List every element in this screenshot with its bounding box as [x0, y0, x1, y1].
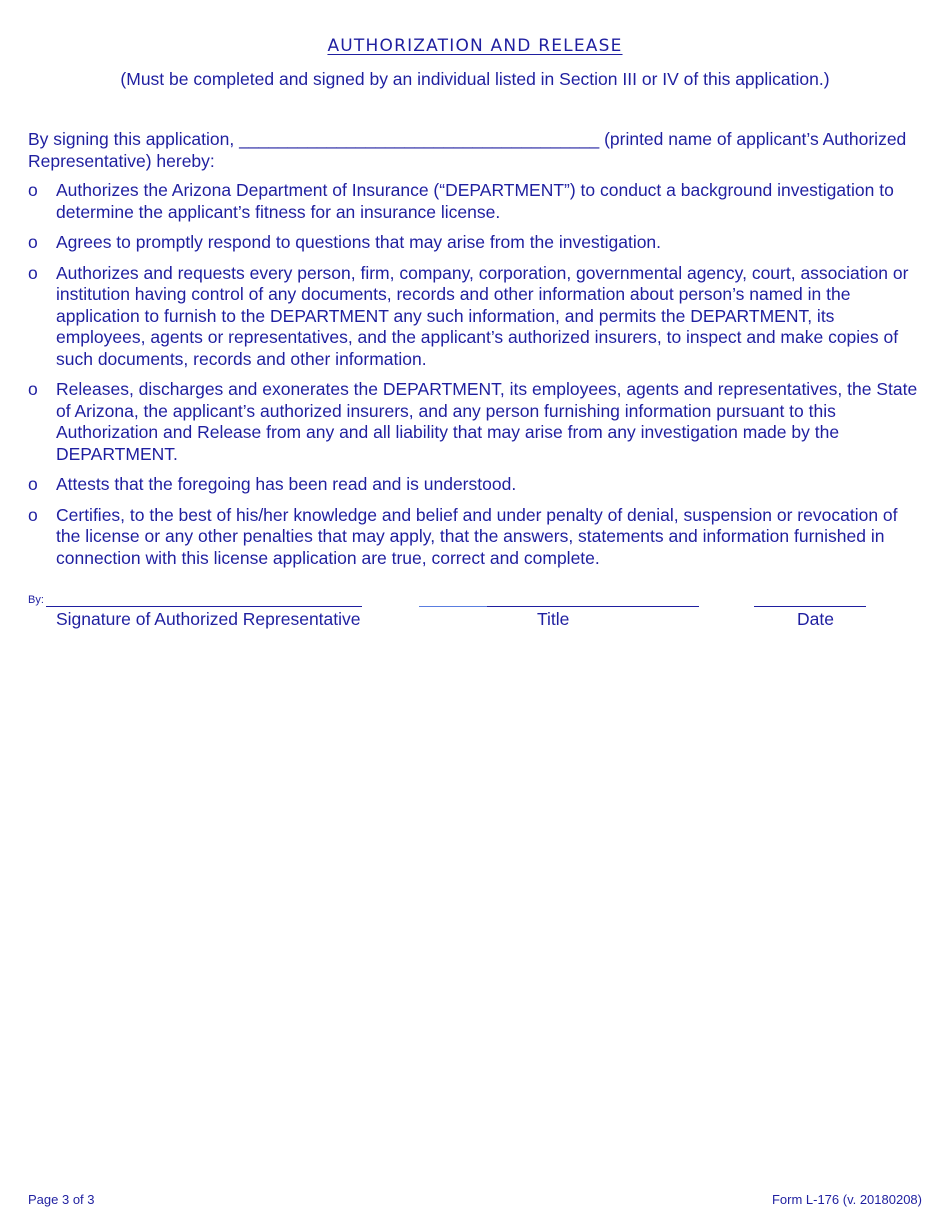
list-item-text: Agrees to promptly respond to questions that may arise from the investigation.: [56, 232, 662, 252]
title-line[interactable]: [487, 606, 699, 607]
authorization-list: [28, 180, 923, 578]
page-subtitle: (Must be completed and signed by an individual listed in Section III or IV of this application.): [120, 69, 830, 89]
list-item: [28, 232, 923, 254]
title-line-accent: [419, 606, 487, 607]
bullet-marker: o: [28, 504, 38, 525]
bullet-marker: o: [28, 262, 38, 283]
list-item: [28, 505, 923, 570]
bullet-marker: o: [28, 180, 38, 200]
signature-block: [28, 592, 923, 632]
list-item: [28, 180, 923, 223]
list-item: [28, 379, 923, 465]
bullet-marker: o: [28, 474, 38, 494]
list-item-text: Authorizes the Arizona Department of Insurance (“DEPARTMENT”) to conduct a background investigation to determine the applicant’s fitness for an insurance license.: [56, 180, 894, 222]
list-item: [28, 263, 923, 371]
title-text: AUTHORIZATION AND RELEASE: [327, 36, 623, 56]
list-item-text: Authorizes and requests every person, firm, company, corporation, governmental agency, court, association or institution having control of any documents, records and other information about person’s named in the application to furnish to the DEPARTMENT any such information, and permits the DEPARTMENT, its employees, agents or representatives, and the applicant’s authorized insurers, to inspect and make copies of such documents, records and other information.: [56, 262, 909, 369]
date-caption: Date: [797, 609, 834, 629]
list-item-text: Releases, discharges and exonerates the DEPARTMENT, its employees, agents and representatives, the State of Arizona, the applicant’s authorized insurers, and any person furnishing information pursuant to this Authorization and Release from any and all liability that may arise from any investigation made by the DEPARTMENT.: [56, 379, 918, 464]
bullet-marker: o: [28, 379, 38, 399]
signature-line[interactable]: [46, 606, 362, 607]
bullet-marker: o: [28, 232, 38, 252]
date-line[interactable]: [754, 606, 866, 607]
list-item-text: Attests that the foregoing has been read and is understood.: [56, 474, 517, 494]
by-label: By:: [28, 594, 44, 606]
intro-paragraph: By signing this application, _____________________________________ (printed name of applicant’s Authorized Representative) hereby:: [28, 129, 907, 171]
form-id: Form L-176 (v. 20180208): [771, 1192, 922, 1207]
list-item-text: Certifies, to the best of his/her knowledge and belief and under penalty of denial, suspension or revocation of the license or any other penalties that may apply, that the answers, statements and information furnished in connection with this license application are true, correct and complete.: [56, 504, 898, 568]
title-caption: Title: [537, 609, 570, 629]
list-item: [28, 474, 923, 496]
page-number: Page 3 of 3: [28, 1192, 95, 1207]
page-title: [0, 36, 950, 56]
signature-caption: Signature of Authorized Representative: [56, 609, 361, 629]
